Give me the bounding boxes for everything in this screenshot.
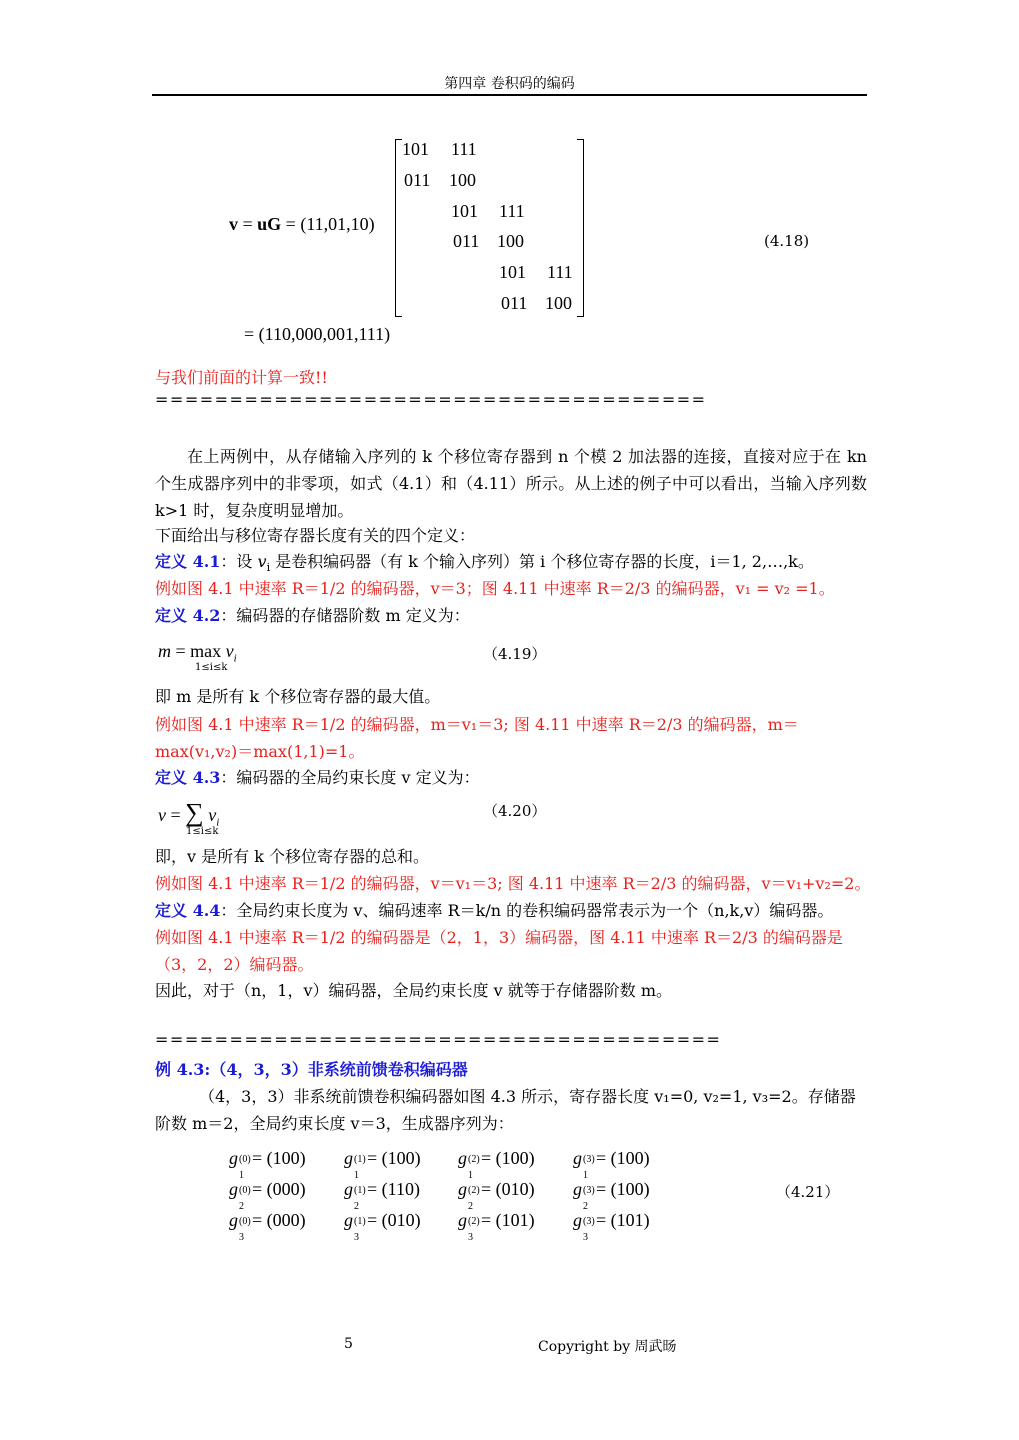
matrix-left-bracket [395,139,402,317]
matrix-cell: 011 [501,293,528,313]
after-419: 即 m 是所有 k 个移位寄存器的最大值。 [155,687,441,706]
example-4-3-text: （4，3，3）非系统前馈卷积编码器如图 4.3 所示，寄存器长度 v₁=0, v₂=1, v₃=2。存储器阶数 m＝2，全局约束长度 v＝3，生成器序列为： [155,1087,856,1133]
matrix-cell: 101 [499,262,526,282]
eq-421-number: （4.21） [776,1183,840,1201]
eq-420-number: （4.20） [483,802,547,820]
generator-entry: g (3) 3 = (101) [573,1210,650,1243]
paragraph-definitions-intro: 下面给出与移位寄存器长度有关的四个定义： [155,526,476,545]
example-4-3: 例如图 4.1 中速率 R＝1/2 的编码器，v＝v₁＝3; 图 4.11 中速率 R＝2/3 的编码器，v＝v₁+v₂=2。 [155,874,871,893]
eq-419-limit: 1≤i≤k [195,662,228,673]
def-label: 定义 4.2 [155,606,221,625]
generator-entry: g (3) 2 = (100) [573,1179,650,1212]
generator-entry: g (0) 1 = (100) [229,1148,306,1181]
paragraph-intro: 在上两例中，从存储输入序列的 k 个移位寄存器到 n 个模 2 加法器的连接，直接对应于在 kn 个生成器序列中的非零项，如式（4.1）和（4.11）所示。从上述的例子中可以看出，当输入序列数 k>1 时，复杂度明显增加。 [155,447,867,520]
def-label: 定义 4.1 [155,552,221,571]
copyright: Copyright by 周武旸 [538,1339,677,1355]
matrix-cell: 111 [547,262,573,282]
eq-418-lhs: v = uG = (11,01,10) [229,214,375,234]
example-4-2: 例如图 4.1 中速率 R＝1/2 的编码器，m＝v₁＝3; 图 4.11 中速率 R＝2/3 的编码器，m＝max(v₁,v₂)＝max(1,1)=1。 [155,715,799,761]
header-rule [152,94,867,96]
generator-entry: g (1) 3 = (010) [344,1210,421,1243]
definition-4-3: 定义 4.3：编码器的全局约束长度 v 定义为： [155,768,480,787]
def-label: 定义 4.4 [155,901,221,920]
matrix-cell: 100 [449,170,476,190]
eq-420: v = ∑ $v_i$ [158,798,220,829]
generator-entry: g (0) 2 = (000) [229,1179,306,1212]
note-consistent: 与我们前面的计算一致!! [155,368,328,387]
generator-entry: g (0) 3 = (000) [229,1210,306,1243]
definition-4-1: 定义 4.1：设 $v_i$ 是卷积编码器（有 k 个输入序列）第 i 个移位寄存器的长度，i＝1, 2,…,k。 [155,552,814,575]
generator-entry: g (2) 3 = (101) [458,1210,535,1243]
matrix-cell: 111 [451,139,477,159]
after-420: 即，v 是所有 k 个移位寄存器的总和。 [155,847,429,866]
definition-4-4: 定义 4.4：全局约束长度为 v、编码速率 R＝k/n 的卷积编码器常表示为一个（n,k,v）编码器。 [155,901,834,920]
eq-420-limit: 1≤i≤k [186,826,219,837]
eq-418-number: (4.18) [764,232,810,250]
generator-entry: g (1) 2 = (110) [344,1179,420,1212]
separator-1: ===================================== [155,390,707,409]
example-4-1: 例如图 4.1 中速率 R＝1/2 的编码器，v＝3；图 4.11 中速率 R＝2/3 的编码器，v₁ = v₂ =1。 [155,579,835,598]
matrix-cell: 111 [499,201,525,221]
matrix-cell: 101 [451,201,478,221]
page-number: 5 [344,1336,353,1352]
matrix-right-bracket [577,139,584,317]
matrix-cell: 100 [545,293,572,313]
matrix-cell: 100 [497,231,524,251]
definition-4-2: 定义 4.2：编码器的存储器阶数 m 定义为： [155,606,470,625]
generator-entry: g (1) 1 = (100) [344,1148,421,1181]
def-label: 定义 4.3 [155,768,221,787]
eq-418-result: = (110,000,001,111) [244,324,391,344]
conclusion: 因此，对于（n，1，v）编码器，全局约束长度 v 就等于存储器阶数 m。 [155,981,672,1000]
generator-entry: g (2) 2 = (010) [458,1179,535,1212]
example-4-4: 例如图 4.1 中速率 R＝1/2 的编码器是（2，1，3）编码器，图 4.11 中速率 R＝2/3 的编码器是（3，2，2）编码器。 [155,928,843,974]
example-4-3-title: 例 4.3:（4，3，3）非系统前馈卷积编码器 [155,1060,468,1079]
matrix-cell: 011 [453,231,480,251]
matrix-cell: 011 [404,170,431,190]
generator-entry: g (2) 1 = (100) [458,1148,535,1181]
eq-419-number: （4.19） [483,645,547,663]
eq-419: $m = \max v_i$ [158,641,237,665]
separator-2: ====================================== [155,1030,722,1049]
generator-entry: g (3) 1 = (100) [573,1148,650,1181]
matrix-cell: 101 [402,139,429,159]
page-header: 第四章 卷积码的编码 [444,76,575,92]
